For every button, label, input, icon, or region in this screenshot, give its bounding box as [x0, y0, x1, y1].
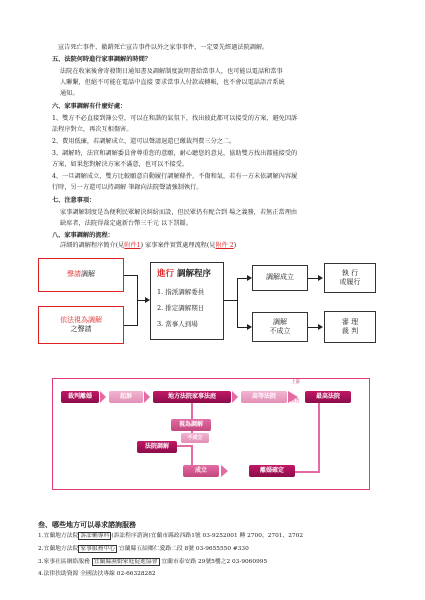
subtitle-text: 詳細的調解程序簡介(見 — [60, 242, 125, 249]
court-process-diagram — [52, 378, 370, 490]
appeal-label: 上訴 — [291, 380, 300, 385]
help-line-2 — [38, 546, 249, 554]
deemed-mediation-chip: 視為調解 — [171, 419, 211, 431]
subtitle-text: ) — [233, 242, 237, 249]
section6-item: 3、調解時，法官和調解委員會尊重您的意願，耐心聽您的意見，協助雙方找出都能接受的 — [52, 150, 298, 157]
help-text: 宜蘭縣五結鄉仁愛路二段 8號 03-9655550 #330 — [117, 546, 249, 552]
execution-text: 執 行 — [341, 268, 359, 277]
section8-subtitle — [60, 242, 236, 250]
process-title-text: 調解程序 — [174, 269, 211, 279]
established-chip: 成立 — [183, 465, 219, 477]
section5-line1: 法院在收案後會寄發期日通知書及調解制度說明書給當事人，也可能以電話和當事 — [60, 68, 283, 75]
section7-line1: 家事調解制度是為便利民眾解決糾紛而設，但民眾仍有配合到 場之義務，若無正當理由 — [60, 209, 298, 216]
section7-line2: 缺席者，法院得裁定處新台幣三千元 以下罰鍰。 — [60, 220, 192, 227]
appeal2-label: 抗告 — [291, 399, 300, 404]
help-line-1 — [38, 533, 303, 541]
deemed-text: 之聲請 — [70, 325, 92, 333]
court-mediation-chip: 法院調解 — [137, 441, 177, 453]
apply-text: 調解 — [81, 270, 95, 279]
section7-title: 七、注意事項： — [52, 197, 96, 204]
attachment1-link[interactable]: 附件1 — [124, 242, 141, 249]
help-text: 3.家事社區網絡服務 — [38, 559, 92, 565]
help-text: 宜蘭市泰安路 29號5樓之2 03-9060995 — [159, 559, 268, 565]
section6-item: 4、一旦調解成立，雙方比較願意自動履行調解條件，不傷和氣，若有一方未依調解內容履 — [52, 173, 298, 180]
process-step: 1. 指派調解委員 — [157, 288, 205, 297]
intro-line: 宣告死亡事件、撤銷死亡宣告事件以外之家事事件，一定要先經過法院調解。 — [58, 44, 269, 51]
mediation-success-box: 調解成立 — [252, 265, 308, 291]
supreme-court-chip: 最高法院 — [305, 391, 351, 403]
section6-item: 2、費用低廉，若調解成立，還可以聲請退還已繳裁判費三分之二。 — [52, 138, 236, 145]
deemed-mediation-box — [38, 306, 124, 344]
trial-text: 裁 判 — [341, 327, 359, 335]
deemed-red-text: 依法視為調解 — [60, 315, 102, 324]
lawsuit-chip: 起訴 — [109, 391, 143, 403]
district-family-court-chip: 地方法院家事法庭 — [153, 391, 231, 403]
process-step: 2. 排定調解期日 — [157, 304, 205, 313]
execution-box — [324, 263, 376, 293]
section8-title: 八、家事調解的流程： — [52, 232, 114, 239]
execution-text: 或履行 — [339, 278, 361, 286]
section5-line2: 人聯繫，但絕不可能在電話中直接 要求當事人付款或轉帳，也不會以電話語音系統 — [60, 79, 285, 86]
fail-text: 不成立 — [269, 327, 291, 335]
judicial-divorce-chip: 裁判離婚 — [61, 391, 99, 403]
help-title: 叁、哪些地方可以尋求諮詢服務 — [38, 520, 136, 529]
section6-item: 方案，如果您對解決方案不滿意，也可以不接受。 — [52, 161, 189, 168]
help-text: 2.宜蘭地方法院 — [38, 546, 79, 552]
mediation-fail-box — [252, 312, 308, 342]
family-association-box: 宜蘭縣濕婚家庭促進協會 — [93, 559, 158, 565]
section6-item: 行時，另一方還可以持調解 筆錄向法院聲請強制執行。 — [52, 184, 203, 191]
trial-text: 審 理 — [341, 317, 359, 326]
process-title-red: 進行 — [157, 269, 175, 279]
trial-box — [324, 311, 376, 343]
apply-mediation-box — [38, 258, 124, 292]
help-line-4: 4.法律扶助資源 全國法扶專線 02-66328282 — [38, 571, 156, 577]
section6-item: 訟程序對立，再次互相傷害。 — [52, 126, 133, 133]
fail-text: 調解 — [273, 317, 287, 326]
high-court-chip: 高等法院 — [241, 391, 287, 403]
attachment2-link[interactable]: 附件 2 — [215, 242, 234, 249]
process-title — [157, 269, 217, 280]
divorce-confirmed-chip: 離婚確定 — [249, 465, 295, 477]
mediation-process-box — [150, 262, 224, 340]
subtitle-text: ) 家事案件實質處理流程(見 — [140, 242, 216, 249]
section5-title: 五、法院何時進行家事調解的時間？ — [52, 56, 151, 63]
process-step: 3. 當事人到場 — [157, 320, 198, 328]
section6-item: 1、雙方不必直接到簿公堂，可以在和諧的氣氛下，找出彼此都可以接受的方案，避免因訴 — [52, 115, 298, 122]
help-text: (訴訟程序諮詢)宜蘭市縣政西路1號 03-9252001 轉 2700、2701、2702 — [111, 533, 304, 539]
family-service-center-box: 家事服務中心 — [80, 546, 116, 552]
litigation-guidance-box: 訴訟輔導科 — [80, 533, 110, 539]
help-text: 1.宜蘭地方法院 — [38, 533, 79, 539]
section6-title: 六、家事調解有什麼好處： — [52, 103, 127, 110]
section5-line3: 通知。 — [60, 90, 79, 97]
help-line-3 — [38, 559, 267, 567]
apply-red-text: 聲請 — [67, 270, 81, 279]
not-established-chip: 不成立 — [181, 433, 209, 443]
